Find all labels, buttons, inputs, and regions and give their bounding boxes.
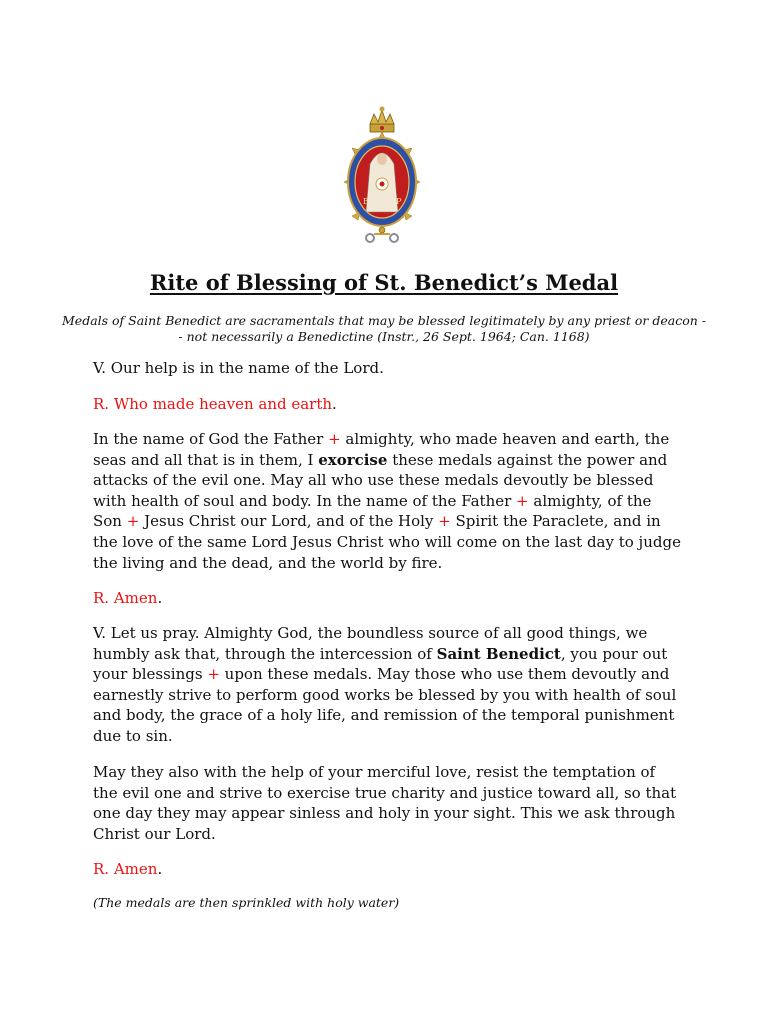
medal-emblem <box>326 104 438 250</box>
exorcism-text-4: almighty, of the Son <box>93 491 652 531</box>
emblem-letter-p: P <box>396 197 402 206</box>
exorcism-text-2: almighty, who made heaven and earth, the seas and all that is in them, I <box>93 430 670 469</box>
exorcism-text-5: Jesus Christ our Lord, and of the Holy <box>139 512 439 531</box>
period: . <box>157 589 163 607</box>
cross-icon: + <box>207 665 220 684</box>
page-title: Rite of Blessing of St. Benedict’s Medal <box>149 270 619 295</box>
closing-paragraph: May they also with the help of your merciful love, resist the temptation of the evil one and strive to exercise true charity and justice toward all, so that one day they may appear sinless and holy in your sight. This we ask through Christ our Lord. <box>93 763 677 843</box>
exorcism-text-1: In the name of God the Father <box>93 430 329 448</box>
exorcism-text-3: these medals against the power and attacks of the evil one. May all who use these medals devoutly be blessed with health of soul and body. In the name of the Father <box>93 450 668 510</box>
response-amen-1 <box>93 588 683 609</box>
footnote: (The medals are then sprinkled with holy water) <box>93 895 400 910</box>
response-1-text: R. Who made heaven and earth <box>93 395 333 413</box>
period: . <box>157 860 163 878</box>
versicle-1: V. Our help is in the name of the Lord. <box>93 359 384 377</box>
response-1 <box>93 394 683 415</box>
exorcism-paragraph <box>93 429 683 573</box>
cross-icon: + <box>126 512 140 531</box>
prayer-text-1: V. Let us pray. Almighty God, the boundless source of all good things, we humbly ask that, through the intercession of <box>93 624 648 663</box>
period: . <box>332 395 337 413</box>
intro-note: Medals of Saint Benedict are sacramentals that may be blessed legitimately by any priest or deacon -- not necessarily a Benedictine (Instr., 26 Sept. 1964; Can. 1168) <box>62 313 706 344</box>
response-amen-2 <box>93 859 683 880</box>
crown-icon <box>370 107 394 133</box>
exorcise-word: exorcise <box>318 450 388 469</box>
keys-ornament <box>366 227 398 242</box>
amen-text: R. Amen <box>93 860 158 878</box>
prayer-paragraph <box>93 623 683 747</box>
prayer-text-3: upon these medals. May those who use them devoutly and earnestly strive to perform good works be blessed by you with health of soul and body, the grace of a holy life, and remission of the temporal punishment due to sin. <box>93 665 677 745</box>
saint-benedict-name: Saint Benedict <box>436 644 561 663</box>
cross-icon: + <box>516 491 529 510</box>
emblem-letter-e: E <box>363 197 369 206</box>
prayer-text-2: , you pour out your blessings <box>93 644 668 684</box>
exorcism-text-6: Spirit the Paraclete, and in the love of the same Lord Jesus Christ who will come on the last day to judge the living and the dead, and the world by fire. <box>93 512 681 572</box>
cross-icon: + <box>328 430 341 448</box>
cross-icon: + <box>438 512 451 531</box>
amen-text: R. Amen <box>93 589 158 607</box>
